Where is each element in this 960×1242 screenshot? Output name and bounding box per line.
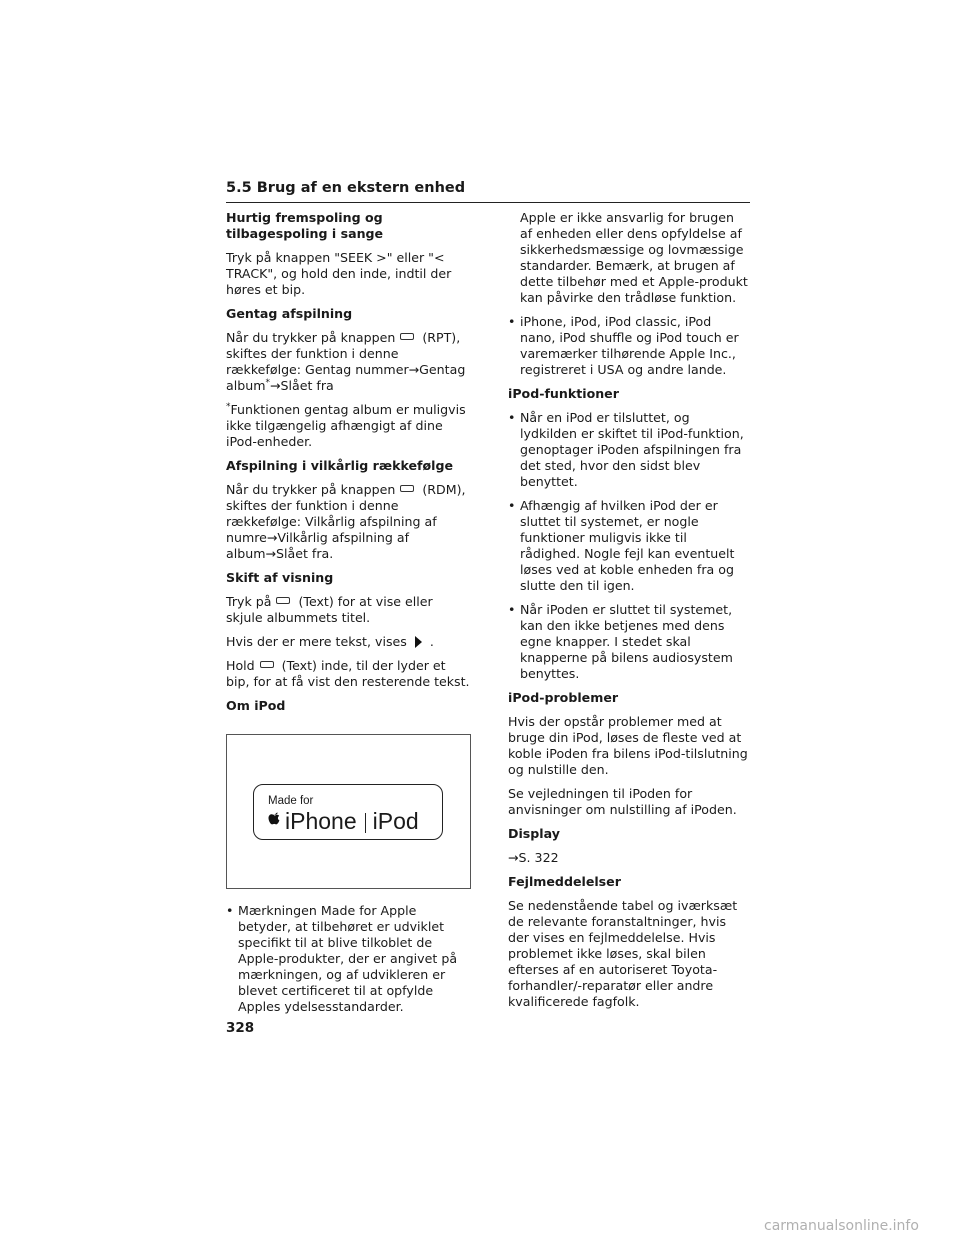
text-problems-2: Se vejledningen til iPoden for anvisninger om nulstilling af iPoden. — [508, 786, 737, 817]
text-display-ref: →S. 322 — [508, 850, 559, 865]
footnote-repeat-album: *Funktionen gentag album er muligvis ikke tilgængelig afhængigt af dine iPod-enheder. — [226, 401, 466, 449]
heading-about-ipod: Om iPod — [226, 698, 286, 713]
heading-error-messages: Fejlmeddelelser — [508, 874, 621, 889]
left-column — [226, 210, 471, 1023]
text-view-toggle: Tryk på (Text) for at vise eller skjule albummets titel. — [226, 594, 433, 625]
section-header — [226, 180, 750, 203]
badge-iphone: iPhone — [285, 808, 357, 834]
button-icon — [260, 661, 274, 668]
text-problems-1: Hvis der opstår problemer med at bruge din iPod, løses de fleste ved at koble iPoden fra bilens iPod-tilslutning og nulstille den. — [508, 714, 748, 777]
bullet-function-1: • Når en iPod er tilsluttet, og lydkilden er skiftet til iPod-funktion, genoptager iPoden afspilningen fra det sted, hvor den sidst blev benyttet. — [508, 410, 750, 490]
button-icon — [276, 597, 290, 604]
bullet-trademarks: • iPhone, iPod, iPod classic, iPod nano, iPod shuffle og iPod touch er varemærker tilhørende Apple Inc., registreret i USA og andre lande. — [508, 314, 750, 378]
text-random: Når du trykker på knappen (RDM), skiftes der funktion i denne rækkefølge: Vilkårlig afspilning af numre→Vilkårlig afspilning af album→Slået fra. — [226, 482, 466, 561]
bullet-function-2: • Afhængig af hvilken iPod der er sluttet til systemet, er nogle funktioner muligvis ikke til rådighed. Nogle fejl kan eventuelt løses ved at koble enheden fra og slutte den til igen. — [508, 498, 750, 594]
button-icon — [400, 485, 414, 492]
watermark: carmanualsonline.info — [764, 1218, 919, 1234]
made-for-badge — [253, 784, 443, 840]
heading-fast-forward: Hurtig fremspoling og tilbagespoling i sange — [226, 210, 384, 241]
badge-made-for: Made for — [268, 795, 314, 807]
text-fast-forward: Tryk på knappen "SEEK >" eller "< TRACK", og hold den inde, indtil der høres et bip. — [226, 250, 452, 297]
heading-repeat: Gentag afspilning — [226, 306, 353, 321]
badge-brands — [266, 807, 419, 835]
heading-ipod-functions: iPod-funktioner — [508, 386, 619, 401]
text-repeat: Når du trykker på knappen (RPT), skiftes der funktion i denne rækkefølge: Gentag nummer→Gentag album*→Slået fra — [226, 330, 466, 393]
text-hold-text: Hold (Text) inde, til der lyder et bip, for at få vist den resterende tekst. — [226, 658, 470, 689]
text-more-text: Hvis der er mere tekst, vises . — [226, 634, 434, 649]
text-apple-disclaimer: Apple er ikke ansvarlig for brugen af enheden eller dens opfyldelse af sikkerhedsmæssige og lovmæssige standarder. Bemærk, at brugen af dette tilbehør med et Apple-produkt kan påvirke den trådløse funktion. — [520, 210, 748, 305]
heading-random: Afspilning i vilkårlig rækkefølge — [226, 458, 454, 473]
bullet-made-for-apple: • Mærkningen Made for Apple betyder, at tilbehøret er udviklet specifikt til at blive tilkoblet de Apple-produkter, der er angivet på mærkningen, og af udvikleren er blevet certificeret til at opfylde Apples ydelsesstandarder. — [226, 903, 471, 1015]
heading-ipod-problems: iPod-problemer — [508, 690, 619, 705]
bullet-function-3: • Når iPoden er sluttet til systemet, kan den ikke betjenes med dens egne knapper. I stedet skal knapperne på bilens audiosystem benyttes. — [508, 602, 750, 682]
badge-ipod: iPod — [372, 808, 419, 834]
badge-separator — [365, 813, 366, 833]
heading-display: Display — [508, 826, 560, 841]
section-title: 5.5 Brug af en ekstern enhed — [226, 180, 466, 196]
apple-logo-icon — [266, 811, 283, 831]
made-for-apple-figure — [226, 734, 471, 889]
arrow-right-icon — [415, 636, 422, 648]
button-icon — [400, 333, 414, 340]
right-column — [508, 210, 750, 1018]
heading-change-view: Skift af visning — [226, 570, 334, 585]
text-error-messages: Se nedenstående tabel og iværksæt de relevante foranstaltninger, hvis der vises en fejlmeddelelse. Hvis problemet ikke løses, skal bilen efterses af en autoriseret Toyota-forhandler/-reparatør eller andre kvalificerede fagfolk. — [508, 898, 738, 1009]
page-number: 328 — [226, 1020, 255, 1036]
